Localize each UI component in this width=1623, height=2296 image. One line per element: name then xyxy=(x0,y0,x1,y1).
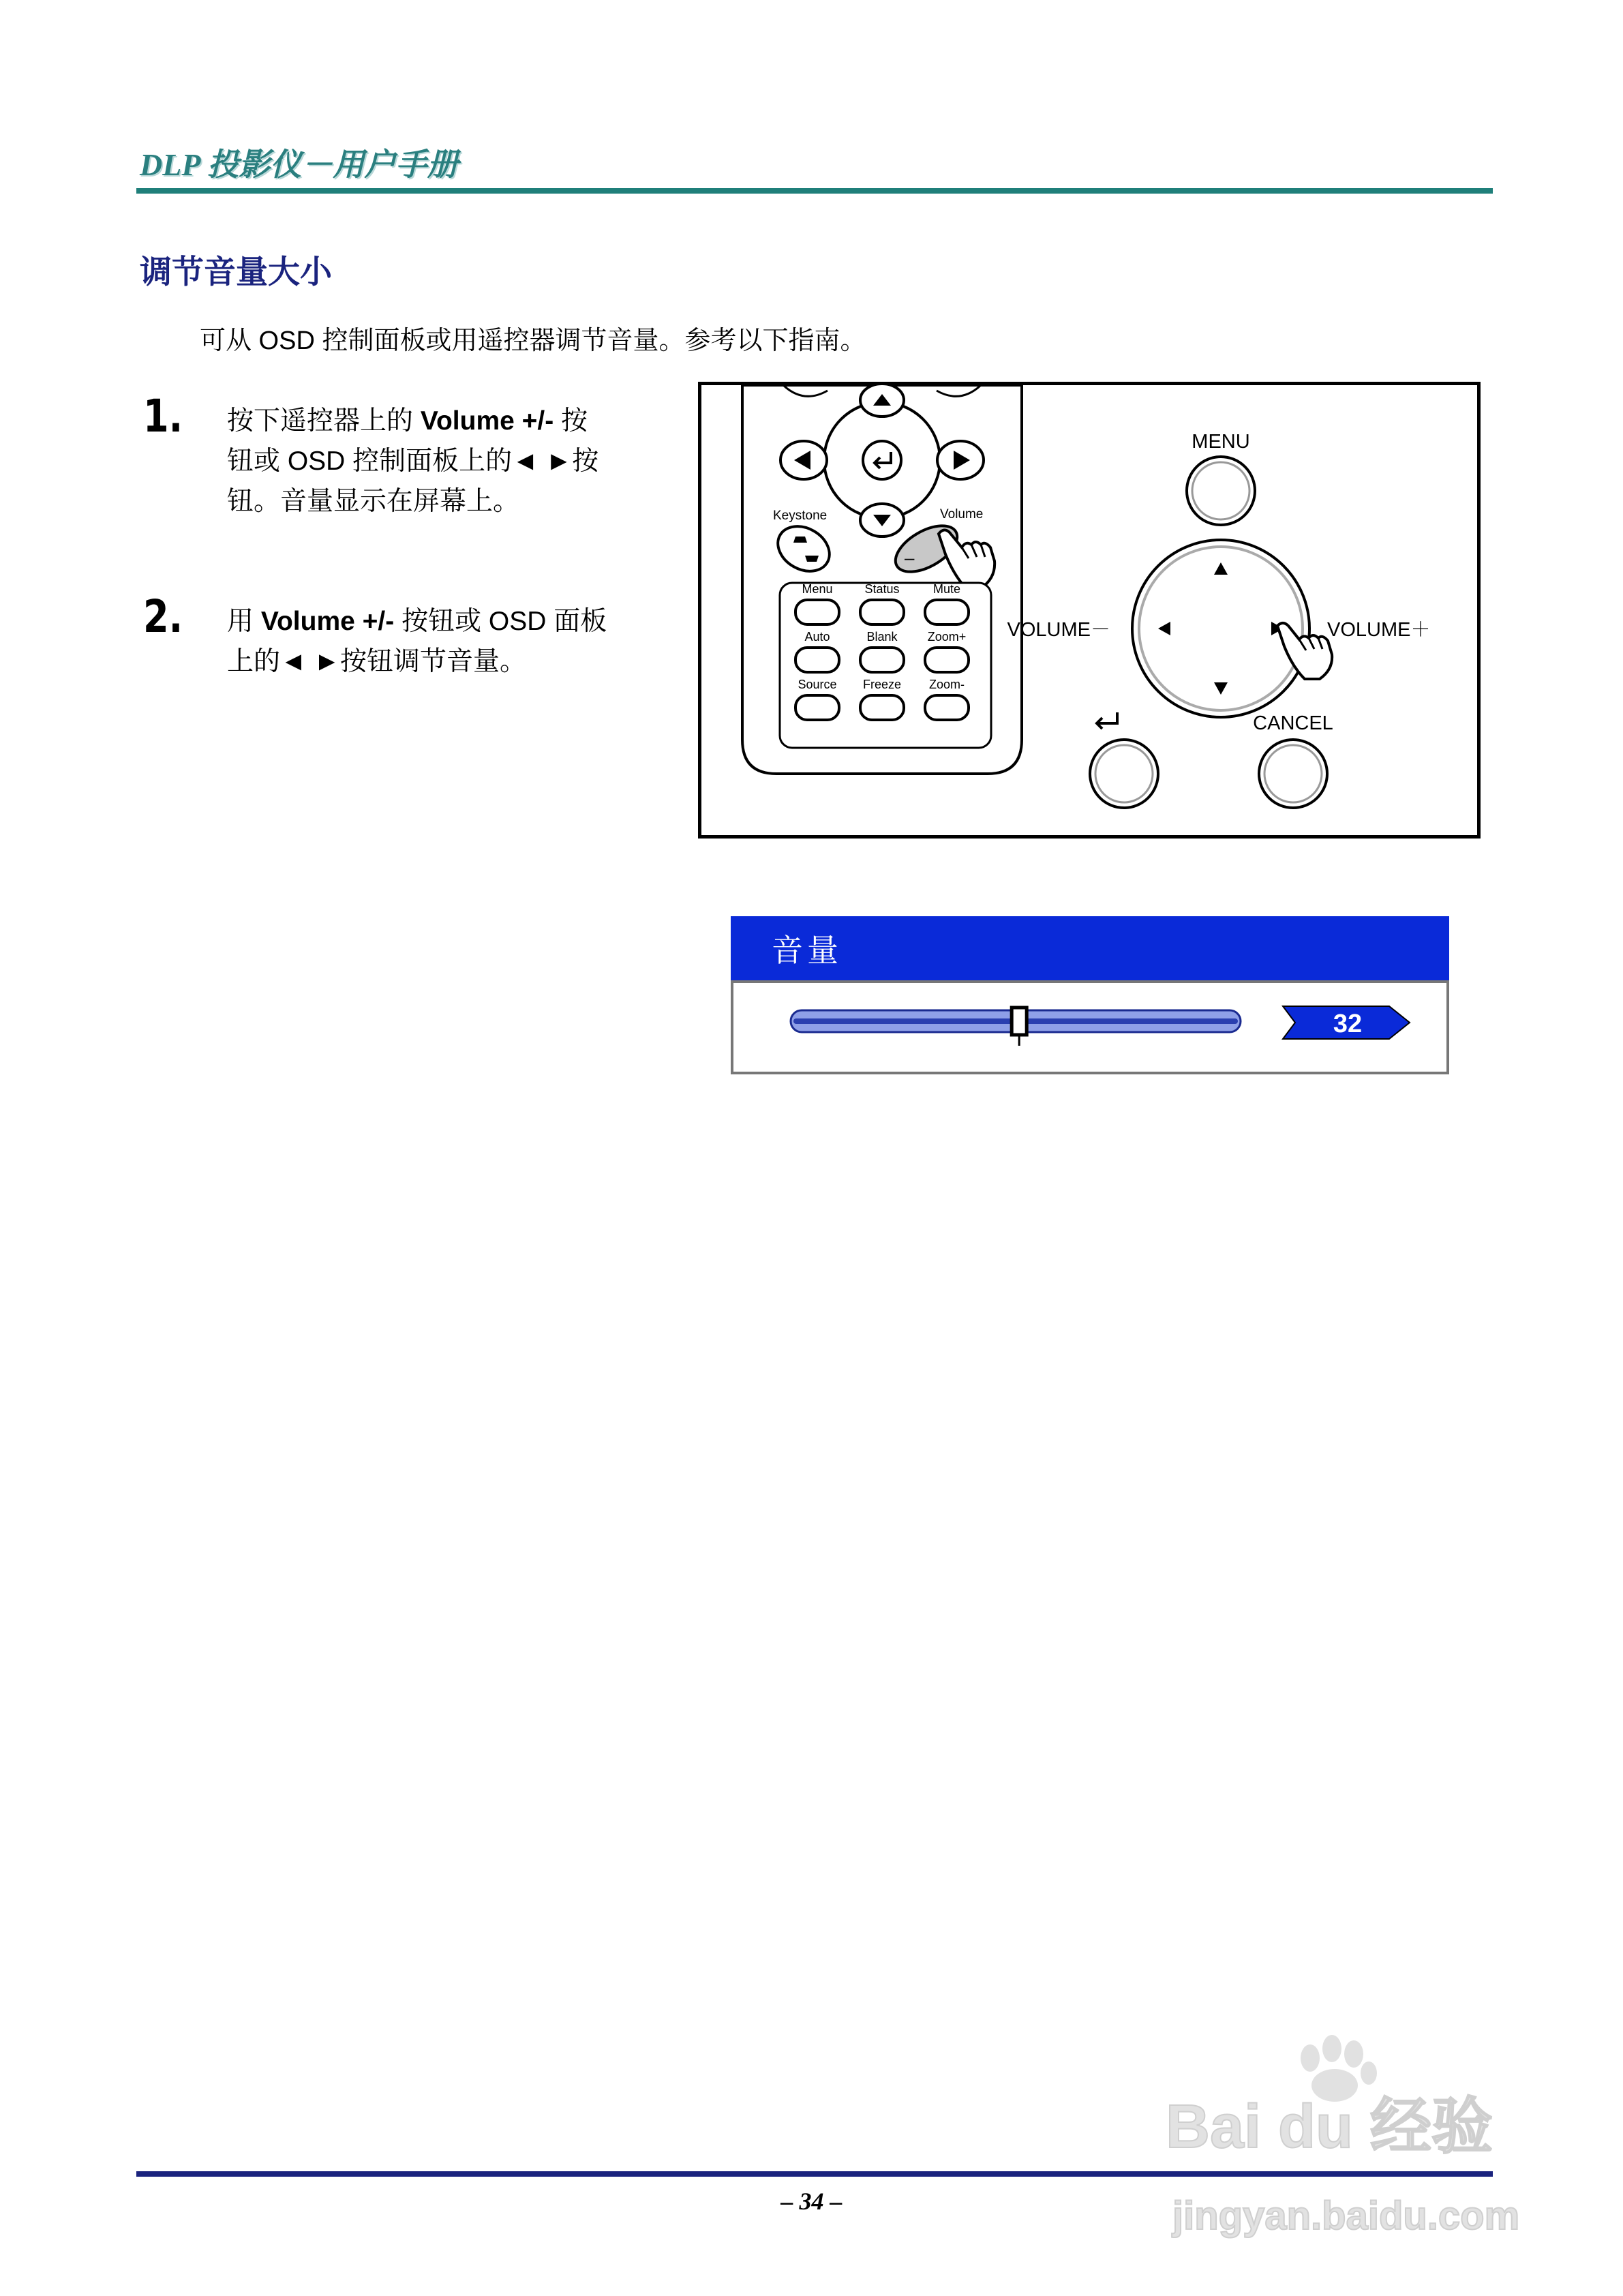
remote-button-zoom-[interactable] xyxy=(925,695,969,720)
step-1-line-3: 钮。音量显示在屏幕上。 xyxy=(227,487,520,516)
step-1-text xyxy=(227,401,663,522)
remote-label-auto: Auto xyxy=(804,630,830,644)
step-2-text xyxy=(227,601,663,682)
remote-button-blank[interactable] xyxy=(860,648,904,672)
panel-menu-button[interactable] xyxy=(1187,457,1255,525)
remote-label-zoom-: Zoom- xyxy=(928,678,965,691)
watermark-brand: Bai du 经验 xyxy=(1166,2093,1493,2161)
step-1-line-2: 钮或 OSD 控制面板上的◄ ►按 xyxy=(227,447,599,476)
cancel-label: CANCEL xyxy=(1253,712,1333,734)
remote-button-mute[interactable] xyxy=(925,600,969,624)
remote-label-mute: Mute xyxy=(932,582,961,596)
paw-icon xyxy=(1301,2035,1377,2102)
remote-label-blank: Blank xyxy=(866,630,898,644)
panel-enter-icon xyxy=(1097,712,1117,729)
document-header-title: DLP 投影仪－用户手册 xyxy=(140,147,459,182)
remote-button-source[interactable] xyxy=(795,695,839,720)
remote-button-status[interactable] xyxy=(860,600,904,624)
osd-value: 32 xyxy=(1333,1010,1363,1038)
menu-label: MENU xyxy=(1192,431,1250,453)
controls-illustration xyxy=(701,385,1477,835)
remote-button-menu[interactable] xyxy=(795,600,839,624)
remote-function-buttons xyxy=(795,582,969,720)
keystone-up-icon xyxy=(793,537,807,543)
remote-button-auto[interactable] xyxy=(795,648,839,672)
remote-enter-button[interactable] xyxy=(863,441,901,479)
baidu-jingyan-watermark xyxy=(1152,2028,1534,2253)
panel-enter-button[interactable] xyxy=(1090,740,1158,808)
keystone-down-icon xyxy=(805,556,819,562)
watermark-url: jingyan.baidu.com xyxy=(1172,2194,1520,2238)
step-2-line-1: 用 Volume +/- 按钮或 OSD 面板 xyxy=(227,607,607,636)
remote-button-freeze[interactable] xyxy=(860,695,904,720)
remote-label-status: Status xyxy=(864,582,900,596)
volume-minus-label: VOLUME－ xyxy=(1007,619,1110,641)
step-2-line-2: 上的◄ ►按钮调节音量。 xyxy=(227,647,527,676)
remote-button-zoom-[interactable] xyxy=(925,648,969,672)
step-1-line-1: 按下遥控器上的 Volume +/- 按 xyxy=(227,406,588,436)
osd-volume-panel xyxy=(731,916,1449,1074)
volume-minus-sign: – xyxy=(905,547,915,568)
intro-paragraph: 可从 OSD 控制面板或用遥控器调节音量。参考以下指南。 xyxy=(200,327,866,355)
keystone-label: Keystone xyxy=(773,509,828,523)
remote-label-menu: Menu xyxy=(802,582,833,596)
osd-title: 音量 xyxy=(772,933,843,968)
volume-plus-label: VOLUME＋ xyxy=(1327,619,1431,641)
remote-label-source: Source xyxy=(798,678,837,691)
panel-cancel-button[interactable] xyxy=(1259,740,1327,808)
volume-label: Volume xyxy=(940,507,984,522)
step-1-number: 1. xyxy=(143,390,183,442)
controls-figure xyxy=(698,382,1481,839)
header-rule xyxy=(136,188,1493,194)
remote-label-zoom-: Zoom+ xyxy=(927,630,967,644)
step-2-number: 2. xyxy=(143,590,183,643)
section-title: 调节音量大小 xyxy=(140,254,332,290)
remote-label-freeze: Freeze xyxy=(862,678,902,691)
page-number: – 34 – xyxy=(780,2188,843,2215)
